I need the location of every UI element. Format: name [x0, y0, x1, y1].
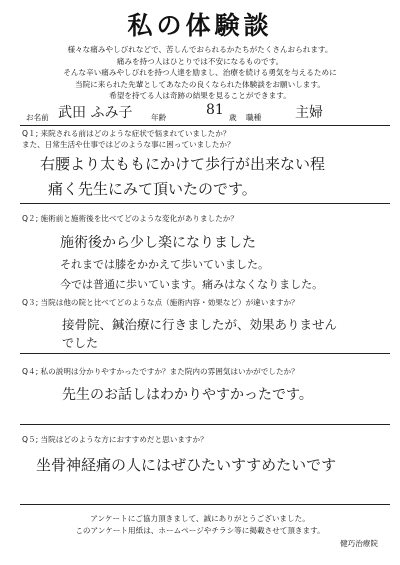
intro-line: 希望を持てる人は奇跡の結果を見ることができます。 — [109, 91, 291, 101]
question-line: Q５; 当院はどのような方におすすめだと思いますか？ — [22, 435, 208, 444]
divider — [20, 203, 390, 204]
intro-line: 当院に来られた先輩としてあなたの良くなられた体験談をお願いします。 — [75, 79, 325, 89]
question-line: また、日常生活や仕事ではどのような事に困っていましたか？ — [22, 139, 235, 149]
answer-1-line: 痛く先生にみて頂いたのです。 — [48, 180, 257, 198]
intro-text — [0, 44, 400, 102]
question-line: Q２; 施術前と施術後を比べてどのような変化がありましたか？ — [22, 214, 238, 223]
profile-row — [20, 104, 390, 124]
divider — [20, 125, 390, 126]
age-label: 年齢 — [151, 113, 167, 122]
answer-3-line: でした — [62, 336, 99, 350]
answer-2-line: 今では普通に歩いています。痛みはなくなりました。 — [60, 278, 324, 291]
name-value: 武田 ふみ子 — [58, 105, 133, 121]
divider — [20, 504, 390, 505]
answer-1-line: 右腰より太ももにかけて歩行が出来ない程 — [40, 155, 326, 173]
answer-2-line: それまでは膝をかかえて歩いていました。 — [60, 258, 269, 271]
age-value: 81 — [206, 102, 224, 118]
clinic-name: 健巧治療院 — [340, 539, 378, 548]
intro-line: 様々な痛みやしびれなどで、苦しんでおられるかたちがたくさんおられます。 — [67, 45, 333, 54]
question-line: Q３; 当院は他の院と比べてどのような点（施術内容・効果など）が違いますか？ — [22, 298, 299, 307]
question-4 — [22, 367, 299, 378]
intro-line: そんな辛い痛みやしびれを持つ人達を励まし、治療を続ける勇気を与えるために — [63, 68, 337, 78]
answer-4-line: 先生のお話しはわかりやすかったです。 — [62, 387, 313, 403]
question-2 — [22, 214, 238, 225]
question-1 — [22, 129, 235, 150]
age-unit: 歳 — [229, 113, 237, 122]
intro-line: 痛みを持つ人はひとりでは不安になるものです。 — [116, 56, 284, 66]
answer-2-line: 施術後から少し楽になりました — [60, 235, 256, 251]
answer-5-line: 坐骨神経痛の人にはぜひたいすすめたいです — [36, 456, 337, 474]
question-3 — [22, 298, 299, 309]
page-title: 私の体験談 — [127, 11, 273, 40]
footer-thanks — [0, 513, 400, 536]
job-label: 職種 — [246, 113, 262, 122]
divider — [20, 424, 390, 425]
question-line: Q１; 来院される前はどのような症状で悩まれていましたか？ — [22, 129, 231, 138]
job-value: 主婦 — [295, 105, 323, 121]
footer-line: アンケートにご協力頂きまして、誠にありがとうございました。 — [90, 514, 310, 523]
question-line: Q４; 私の説明は分かりやすかったですか？また院内の雰囲気はいかがでしたか？ — [22, 367, 299, 376]
footer-line: このアンケート用紙は、ホームページやチラシ等に掲載させて頂きます。 — [75, 525, 325, 535]
divider — [20, 353, 390, 354]
name-label: お名前 — [26, 113, 49, 122]
question-5 — [22, 435, 208, 446]
answer-3-line: 接骨院、鍼治療に行きましたが、効果ありません — [62, 317, 338, 332]
